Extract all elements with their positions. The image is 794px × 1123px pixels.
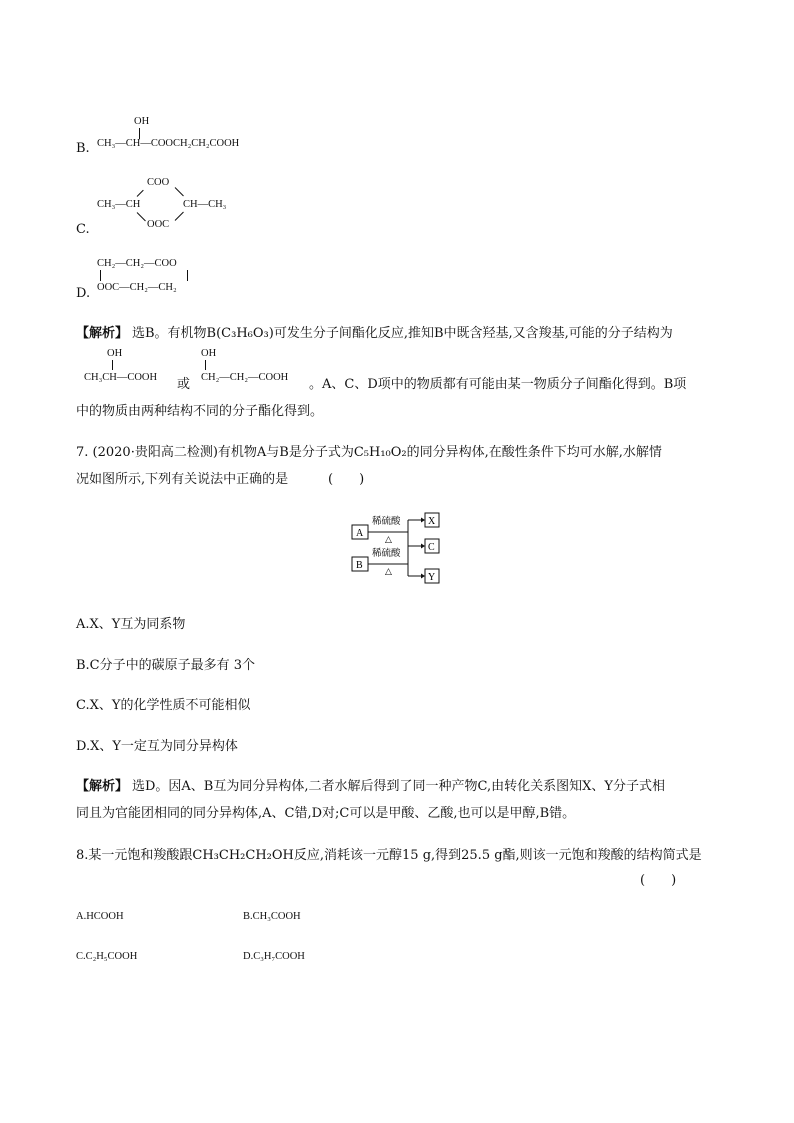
heat-label: △ — [385, 534, 392, 544]
analysis-text: 。A、C、D项中的物质都有可能由某一物质分子间酯化得到。B项 — [309, 377, 687, 392]
bond-line — [100, 270, 101, 281]
question-text: 7. (2020·贵阳高二检测)有机物A与B是分子式为C₅H₁₀O₂的同分异构体,在酸性条件下均可水解,水解情 — [76, 445, 662, 460]
analysis-text: 选D。因A、B互为同分异构体,二者水解后得到了同一种产物C,由转化关系图知X、Y分子式相 — [132, 779, 665, 794]
structure-formula: CH₃—CH—COOCH₂CH₂COOH — [97, 138, 240, 149]
analysis-tag: 【解析】 — [76, 326, 129, 341]
bond-line — [137, 212, 146, 221]
answer-paren: ( ) — [328, 472, 365, 487]
hydrolysis-diagram — [350, 507, 450, 587]
option-d: D.C₃H₇COOH — [243, 951, 305, 962]
structure-formula: CH₂—CH₂—COOH — [201, 372, 289, 383]
structure-formula: CH₃CH—COOH — [84, 372, 158, 383]
bond-line — [112, 360, 113, 370]
option-d: D.X、Y一定互为同分异构体 — [76, 739, 238, 754]
bond-line — [137, 190, 144, 197]
option-letter: C. — [76, 222, 90, 237]
oh-label: OH — [134, 116, 150, 127]
reagent-label: 稀硫酸 — [372, 517, 401, 527]
ooc-label: OOC — [147, 219, 170, 230]
box-b-label: B — [356, 560, 363, 571]
answer-paren: ( ) — [640, 873, 677, 888]
bond-line — [187, 270, 188, 281]
bond-line — [205, 360, 206, 370]
question-text: 8.某一元饱和羧酸跟CH₃CH₂CH₂OH反应,消耗该一元醇15 g,得到25.5 g酯,则该一元饱和羧酸的结构简式是 — [76, 848, 702, 863]
oh-label: OH — [201, 348, 217, 359]
box-c-label: C — [428, 542, 435, 553]
or-text: 或 — [177, 377, 191, 392]
box-y-label: Y — [428, 572, 436, 583]
left-group: CH₃—CH — [97, 199, 141, 210]
analysis-text: 选B。有机物B(C₃H₆O₃)可发生分子间酯化反应,推知B中既含羟基,又含羧基,可能的分子结构为 — [132, 326, 673, 341]
reagent-label: 稀硫酸 — [372, 549, 401, 559]
bond-line — [175, 187, 184, 196]
top-chain: CH₂—CH₂—COO — [97, 258, 177, 269]
analysis-text: 中的物质由两种结构不同的分子酯化得到。 — [76, 404, 324, 419]
option-b: B.CH₃COOH — [243, 911, 301, 922]
box-x-label: X — [428, 516, 436, 527]
bottom-chain: OOC—CH₂—CH₂ — [97, 282, 177, 293]
option-b: B.C分子中的碳原子最多有 3个 — [76, 658, 256, 673]
option-letter: B. — [76, 141, 90, 156]
question-text: 况如图所示,下列有关说法中正确的是 — [76, 472, 289, 487]
option-a: A.HCOOH — [76, 911, 124, 922]
option-c: C.C₂H₅COOH — [76, 951, 138, 962]
analysis-tag: 【解析】 — [76, 779, 129, 794]
analysis-text: 同且为官能团相同的同分异构体,A、C错,D对;C可以是甲酸、乙酸,也可以是甲醇,B错。 — [76, 806, 576, 821]
option-letter: D. — [76, 286, 91, 301]
option-c: C.X、Y的化学性质不可能相似 — [76, 698, 251, 713]
option-a: A.X、Y互为同系物 — [76, 617, 186, 632]
box-a-label: A — [356, 528, 364, 539]
heat-label: △ — [385, 566, 392, 576]
bond-line — [175, 212, 184, 221]
right-group: CH—CH₃ — [183, 199, 227, 210]
coo-label: COO — [147, 177, 170, 188]
oh-label: OH — [107, 348, 123, 359]
